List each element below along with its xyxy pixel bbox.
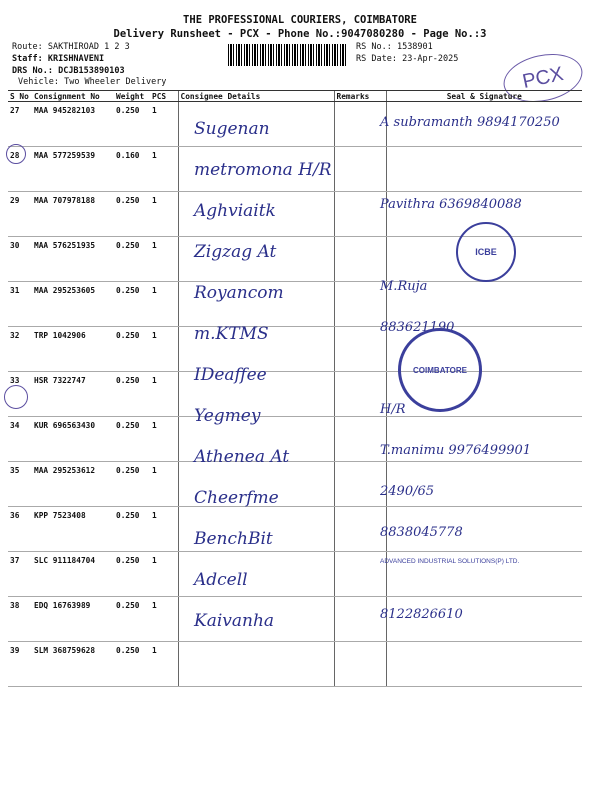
row-consignment: TRP 1042906 [32,327,114,372]
row-pcs: 1 [150,102,178,147]
route-value: SAKTHIROAD 1 2 3 [47,42,130,52]
staff-line: Staff: KRISHNAVENI [12,54,105,64]
drs-line: DRS No.: DCJB153890103 [12,66,125,76]
consignee-handwriting: Aghviaitk [194,201,276,221]
col-weight: Weight [114,91,150,102]
row-pcs: 1 [150,462,178,507]
runsheet-title: Delivery Runsheet - PCX - Phone No.:9047080280 - Page No.:3 [113,28,487,40]
drs-value: DCJB153890103 [58,66,125,76]
col-seal: Seal & Signature [386,91,582,102]
vehicle-line: Vehicle: Two Wheeler Delivery [18,77,167,87]
table-header-row [8,91,582,102]
row-sno: 28 [8,147,32,192]
row-pcs: 1 [150,552,178,597]
barcode [228,44,346,66]
row-pcs: 1 [150,507,178,552]
row-weight: 0.250 [114,642,150,687]
row-sno: 36 [8,507,32,552]
row-consignment: MAA 707978188 [32,192,114,237]
row-consignee [178,642,334,687]
signature-handwriting: M.Ruja [380,279,428,294]
consignee-handwriting: IDeaffee [194,365,267,385]
consignee-handwriting: Cheerfme [194,488,279,508]
row-consignment: MAA 576251935 [32,237,114,282]
col-consignee: Consignee Details [178,91,334,102]
col-remarks: Remarks [334,91,386,102]
table-row [8,372,582,417]
row-remarks [334,597,386,642]
row-remarks [334,462,386,507]
pcx-stamp: PCX [499,47,587,109]
col-sno: S No [8,91,32,102]
row-weight: 0.250 [114,462,150,507]
row-consignment: SLC 911184704 [32,552,114,597]
circle-mark-28 [6,144,26,164]
row-remarks [334,417,386,462]
staff-value: KRISHNAVENI [47,54,105,64]
vehicle-value: Two Wheeler Delivery [64,77,167,87]
row-sno: 30 [8,237,32,282]
row-sno: 34 [8,417,32,462]
col-pcs: PCS [150,91,178,102]
row-remarks [334,327,386,372]
consignee-handwriting: m.KTMS [194,324,269,344]
row-pcs: 1 [150,642,178,687]
consignee-handwriting: Zigzag At [194,242,277,262]
consignee-handwriting: Kaivanha [194,611,275,631]
row-consignment: EDQ 16763989 [32,597,114,642]
consignee-handwriting: Adcell [194,570,248,590]
row-pcs: 1 [150,237,178,282]
row-remarks [334,192,386,237]
table-row [8,327,582,372]
row-pcs: 1 [150,327,178,372]
row-seal [386,147,582,192]
row-weight: 0.250 [114,102,150,147]
table-row [8,597,582,642]
row-sno: 31 [8,282,32,327]
row-weight: 0.250 [114,237,150,282]
row-weight: 0.160 [114,147,150,192]
row-consignment: MAA 295253612 [32,462,114,507]
circle-mark-34 [4,385,28,409]
row-remarks [334,237,386,282]
signature-handwriting: 8838045778 [380,525,463,540]
row-remarks [334,102,386,147]
rs-no-value: 1538901 [396,42,433,52]
row-remarks [334,372,386,417]
row-pcs: 1 [150,147,178,192]
consignee-handwriting: BenchBit [194,529,273,549]
rs-no-line: RS No.: 1538901 [356,42,433,52]
row-sno: 27 [8,102,32,147]
round-stamp-1: ICBE [456,222,516,282]
company-title: THE PROFESSIONAL COURIERS, COIMBATORE [183,14,417,26]
table-row [8,642,582,687]
col-consignment: Consignment No [32,91,114,102]
row-sno: 37 [8,552,32,597]
row-seal [386,642,582,687]
signature-handwriting: 2490/65 [380,484,435,499]
consignee-handwriting: metromona H/R [194,160,332,180]
row-consignment: MAA 577259539 [32,147,114,192]
row-weight: 0.250 [114,507,150,552]
row-remarks [334,552,386,597]
route-line: Route: SAKTHIROAD 1 2 3 [12,42,130,52]
rs-date-value: 23-Apr-2025 [402,54,459,64]
row-remarks [334,642,386,687]
signature-handwriting: H/R [380,402,406,417]
row-consignment: KUR 696563430 [32,417,114,462]
row-consignment: SLM 368759628 [32,642,114,687]
row-consignment: HSR 7322747 [32,372,114,417]
row-weight: 0.250 [114,597,150,642]
row-remarks [334,147,386,192]
consignee-handwriting: Yegmey [194,406,261,426]
row-pcs: 1 [150,282,178,327]
row-sno: 35 [8,462,32,507]
signature-handwriting: 8122826610 [380,607,463,622]
row-weight: 0.250 [114,327,150,372]
signature-handwriting: 883621190 [380,320,455,335]
row-sno: 38 [8,597,32,642]
table-row [8,282,582,327]
row-sno: 33 [8,372,32,417]
row-consignment: KPP 7523408 [32,507,114,552]
row-consignment: MAA 945282103 [32,102,114,147]
rs-date-line: RS Date: 23-Apr-2025 [356,54,459,64]
consignee-handwriting: Sugenan [194,119,270,139]
row-weight: 0.250 [114,192,150,237]
row-consignment: MAA 295253605 [32,282,114,327]
row-weight: 0.250 [114,552,150,597]
row-remarks [334,282,386,327]
row-pcs: 1 [150,372,178,417]
consignee-handwriting: Athenea At [194,447,290,467]
row-sno: 39 [8,642,32,687]
row-weight: 0.250 [114,372,150,417]
rect-stamp: ADVANCED INDUSTRIAL SOLUTIONS(P) LTD. [380,558,520,565]
row-pcs: 1 [150,192,178,237]
row-sno: 32 [8,327,32,372]
signature-handwriting: Pavithra 6369840088 [380,197,522,212]
row-sno: 29 [8,192,32,237]
signature-handwriting: T.manimu 9976499901 [380,443,532,458]
row-weight: 0.250 [114,282,150,327]
row-pcs: 1 [150,597,178,642]
round-stamp-2: COIMBATORE [398,328,482,412]
consignee-handwriting: Royancom [194,283,284,303]
row-pcs: 1 [150,417,178,462]
table-row [8,507,582,552]
row-remarks [334,507,386,552]
table-row [8,462,582,507]
row-weight: 0.250 [114,417,150,462]
signature-handwriting: A subramanth 9894170250 [380,115,560,130]
